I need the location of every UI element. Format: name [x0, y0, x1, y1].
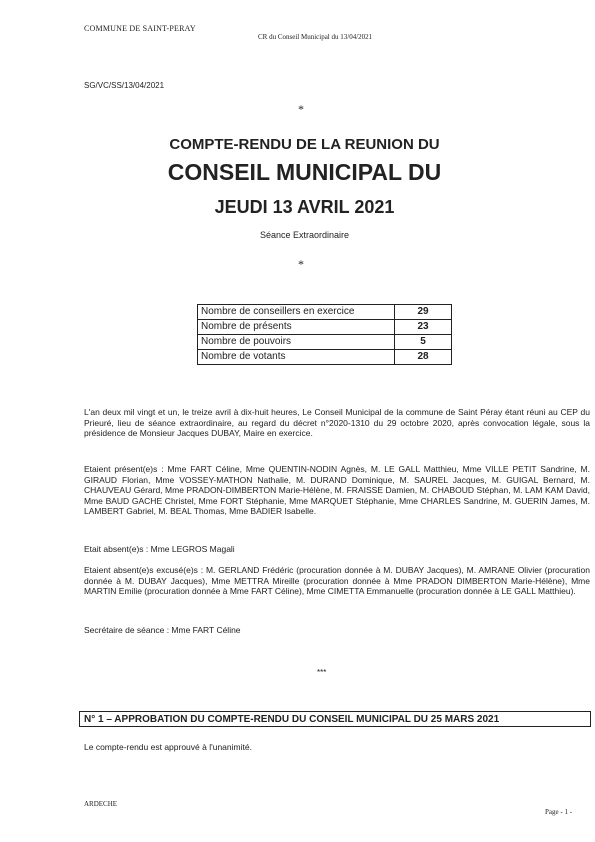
section-text: Le compte-rendu est approuvé à l'unanimité.	[84, 742, 252, 752]
title-line-2: CONSEIL MUNICIPAL DU	[167, 159, 442, 185]
table-row	[198, 320, 452, 335]
absents-paragraph: Etait absent(e)s : Mme LEGROS Magali	[84, 544, 235, 554]
stat-value: 23	[395, 320, 452, 335]
stat-label: Nombre de pouvoirs	[198, 335, 395, 350]
attendance-table	[197, 304, 452, 365]
title-line-1: COMPTE-RENDU DE LA REUNION DU	[169, 136, 440, 153]
table-row	[198, 350, 452, 365]
stat-label: Nombre de votants	[198, 350, 395, 365]
stat-label: Nombre de présents	[198, 320, 395, 335]
stat-label: Nombre de conseillers en exercice	[198, 305, 395, 320]
commune-name: COMMUNE DE SAINT-PERAY	[84, 24, 196, 33]
stat-value: 28	[395, 350, 452, 365]
page-number: Page - 1 -	[545, 808, 573, 816]
excuses-paragraph: Etaient absent(e)s excusé(e)s : M. GERLAND Frédéric (procuration donnée à M. DUBAY Jacques), M. AMRANE Olivier (procuration donnée à M. DUBAY Jacques), Mme METTRA Mireille (procuration donnée à Mme PRADON DIMBERTON Marie-Hélène), Mme MARTIN Emilie (procuration donnée à Mme FART Céline), Mme CIMETTA Emmanuelle (procuration donnée à LE GALL Matthieu).	[84, 565, 590, 597]
meeting-date: JEUDI 13 AVRIL 2021	[214, 197, 395, 217]
secretary-paragraph: Secrétaire de séance : Mme FART Céline	[84, 625, 241, 635]
presents-paragraph: Etaient présent(e)s : Mme FART Céline, Mme QUENTIN-NODIN Agnès, M. LE GALL Matthieu, Mme VILLE PETIT Sandrine, M. GIRAUD Florian, Mme VOSSEY-MATHON Nathalie, M. DURAND Dominique, M. SAUREL Jacques, M. GUIGAL Bernard, M. CHAUVEAU Gérard, Mme PRADON-DIMBERTON Marie-Hélène, M. FRAISSE Damien, M. CHABOUD Stéphan, M. LAM KAM David, Mme BAUD GACHE Christel, Mme FORT Stéphanie, Mme MARQUET Stéphanie, Mme CHARLES Sandrine, M. GUERIN James, M. LAMBERT Gabriel, M. BEAL Thomas, Mme BADIER Isabelle.	[84, 464, 590, 517]
cr-reference: CR du Conseil Municipal du 13/04/2021	[258, 33, 373, 41]
intro-paragraph: L'an deux mil vingt et un, le treize avril à dix-huit heures, Le Conseil Municipal de la commune de Saint Péray étant réuni au CEP du Prieuré, lieu de séance extraordinaire, au regard du décret n°2020-1310 du 29 octobre 2020, après convocation légale, sous la présidence de Monsieur Jacques DUBAY, Maire en exercice.	[84, 407, 590, 439]
document-reference: SG/VC/SS/13/04/2021	[84, 81, 165, 90]
stat-value: 29	[395, 305, 452, 320]
session-type: Séance Extraordinaire	[259, 230, 350, 240]
table-row	[198, 305, 452, 320]
footer-department: ARDECHE	[84, 800, 118, 808]
star-ornament-top: *	[298, 102, 304, 116]
stat-value: 5	[395, 335, 452, 350]
separator-stars: ***	[317, 668, 327, 677]
star-ornament-bottom: *	[298, 257, 304, 271]
table-row	[198, 335, 452, 350]
section-heading: N° 1 – APPROBATION DU COMPTE-RENDU DU CONSEIL MUNICIPAL DU 25 MARS 2021	[79, 711, 591, 727]
